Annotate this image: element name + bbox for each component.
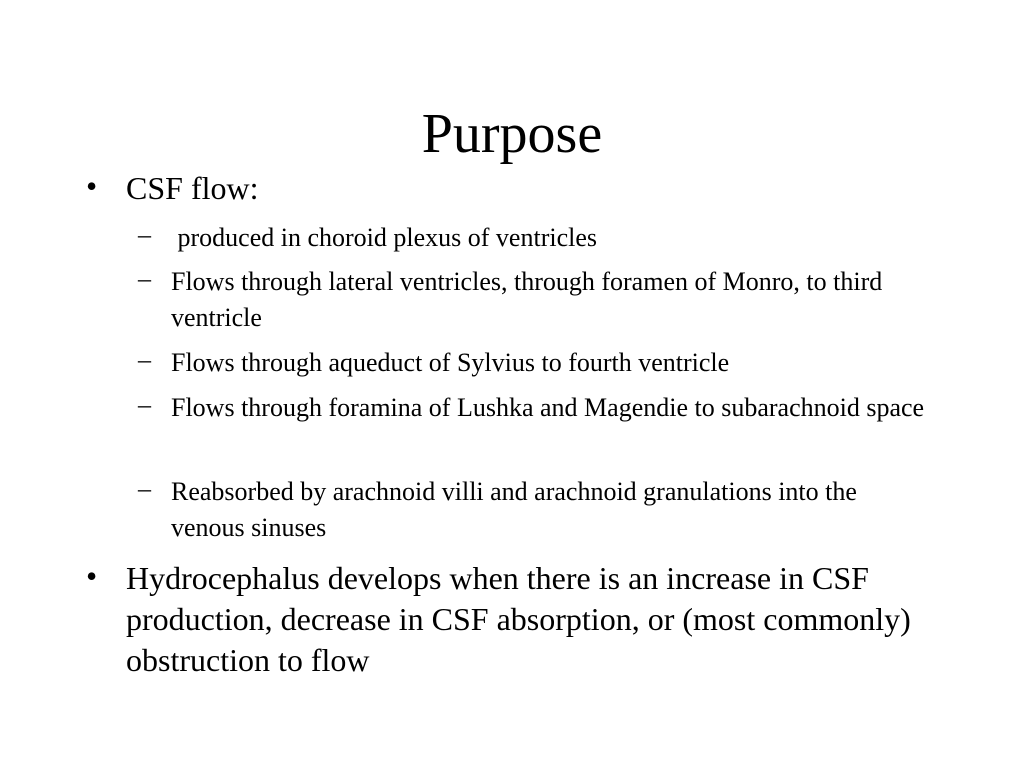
sub-bullet-text: Flows through foramina of Lushka and Magendie to subarachnoid space: [171, 393, 925, 422]
sub-bullet-marker: –: [138, 345, 151, 374]
bullet-marker: •: [86, 168, 98, 204]
bullet-marker: •: [86, 558, 98, 594]
bullet-text: CSF flow:: [126, 170, 259, 206]
sub-bullet-marker: –: [138, 264, 151, 293]
slide-title: Purpose: [421, 103, 603, 165]
sub-bullet-marker: –: [138, 474, 151, 503]
bullet-text: Hydrocephalus develops when there is an increase in CSF production, decrease in CSF absorption, or (most commonly) obstruction to flow: [126, 560, 911, 678]
sub-bullet-text: Reabsorbed by arachnoid villi and arachnoid granulations into the venous sinuses: [171, 477, 857, 542]
sub-bullet-marker: –: [138, 220, 151, 249]
sub-bullet-marker: –: [138, 390, 151, 419]
sub-bullet-text: Flows through lateral ventricles, through foramen of Monro, to third ventricle: [171, 267, 883, 332]
sub-bullet-text: Flows through aqueduct of Sylvius to fourth ventricle: [171, 348, 730, 377]
sub-bullet-text: produced in choroid plexus of ventricles: [171, 223, 597, 252]
